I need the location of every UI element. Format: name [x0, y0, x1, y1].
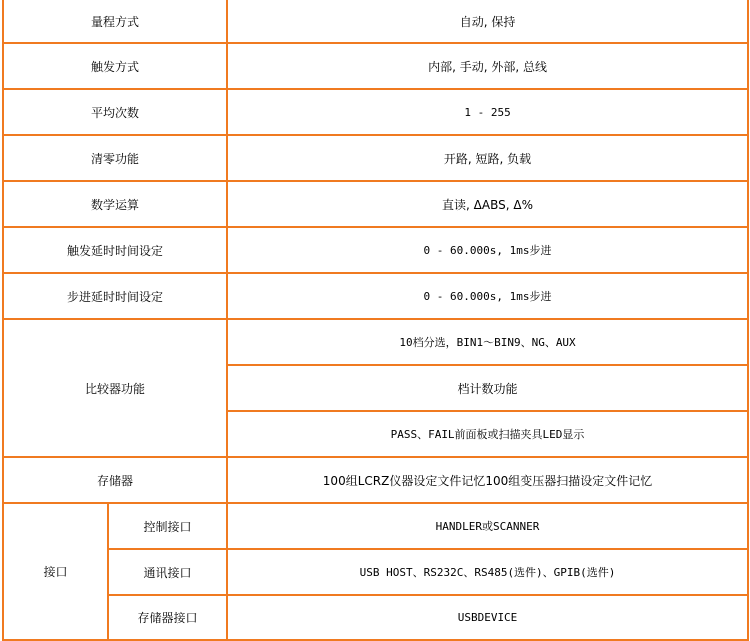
table-row	[3, 181, 748, 227]
row-label: 比较器功能	[3, 319, 227, 457]
row-label: 步进延时时间设定	[3, 273, 227, 319]
table-row	[3, 89, 748, 135]
row-value: USBDEVICE	[227, 595, 748, 640]
row-value: 档计数功能	[227, 365, 748, 411]
row-label: 接口	[3, 503, 108, 640]
table-row	[3, 319, 748, 365]
spec-table	[2, 0, 749, 641]
table-row	[3, 227, 748, 273]
row-label: 触发延时时间设定	[3, 227, 227, 273]
row-value: 自动, 保持	[227, 0, 748, 43]
row-value: 0 - 60.000s, 1ms步进	[227, 273, 748, 319]
row-value: 内部, 手动, 外部, 总线	[227, 43, 748, 89]
table-row	[3, 549, 748, 595]
table-row	[3, 135, 748, 181]
table-row	[3, 503, 748, 549]
table-row	[3, 273, 748, 319]
row-value: 0 - 60.000s, 1ms步进	[227, 227, 748, 273]
row-value: 1 - 255	[227, 89, 748, 135]
table-row	[3, 43, 748, 89]
row-label: 触发方式	[3, 43, 227, 89]
row-value: HANDLER或SCANNER	[227, 503, 748, 549]
row-label: 量程方式	[3, 0, 227, 43]
row-label: 数学运算	[3, 181, 227, 227]
row-label: 平均次数	[3, 89, 227, 135]
row-value: 100组LCRZ仪器设定文件记忆100组变压器扫描设定文件记忆	[227, 457, 748, 503]
row-value: 直读, ΔABS, Δ%	[227, 181, 748, 227]
row-value: 10档分选，BIN1～BIN9、NG、AUX	[227, 319, 748, 365]
row-label: 存储器	[3, 457, 227, 503]
row-value: PASS、FAIL前面板或扫描夹具LED显示	[227, 411, 748, 457]
sub-label: 存储器接口	[108, 595, 227, 640]
row-value: 开路, 短路, 负载	[227, 135, 748, 181]
sub-label: 通讯接口	[108, 549, 227, 595]
table-row	[3, 457, 748, 503]
table-row	[3, 0, 748, 43]
sub-label: 控制接口	[108, 503, 227, 549]
row-label: 清零功能	[3, 135, 227, 181]
table-row	[3, 595, 748, 640]
row-value: USB HOST、RS232C、RS485(选件)、GPIB(选件)	[227, 549, 748, 595]
